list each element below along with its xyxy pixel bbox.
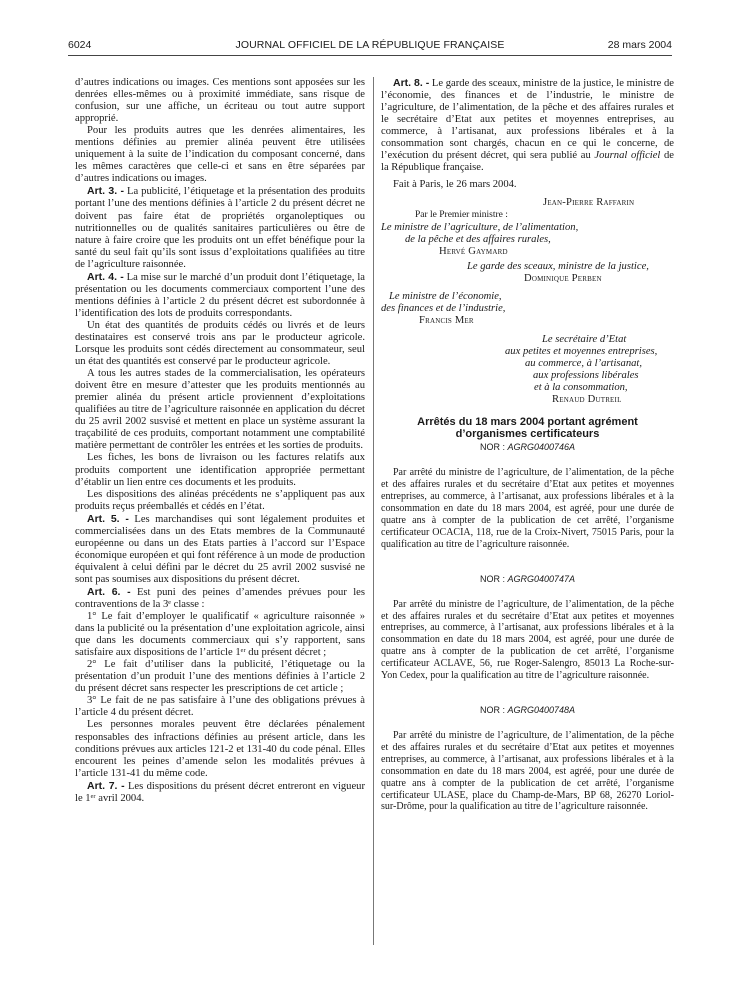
nor-code: AGRG0400748A: [507, 704, 576, 715]
article-4: [75, 271, 365, 320]
article-text: Est puni des peines d’amendes prévues pour les contraventions de la 3ᵉ classe :: [75, 586, 366, 611]
article-text: Le garde des sceaux, ministre de la justice, le ministre de l’économie, des finances et de l’industrie, le ministre de l’agriculture, de l’alimentation, de la pêche et des affaires rurales et le secrétaire d’Etat aux petites et moyennes entreprises, au commerce, à l’artisanat, aux professions libérales et à la consommation sont chargés, chacun en ce qui le concerne, de l’exécution du présent décret, qui sera publié au: [381, 78, 675, 162]
journal-name: Journal officiel: [594, 150, 661, 162]
article-7: [75, 780, 365, 805]
nor-label: NOR :: [479, 573, 505, 584]
nor-label: NOR :: [479, 704, 505, 715]
signatory-name: Dominique Perben: [524, 272, 602, 284]
paragraph: A tous les autres stades de la commercialisation, les opérateurs doivent être en mesure d’attester que les produits mentionnés au premier alinéa du présent article proviennent d’exploitations qualifiées au titre de l’agriculture raisonnée en application du décret du 25 avril 2002 susvisé et mettent en place un système assurant la traçabilité de ces produits, comportant notamment une comptabilité matière permettant de contrôler les entrées et les sorties de produits.: [75, 368, 365, 452]
article-8: [381, 77, 674, 174]
paragraph: Les fiches, les bons de livraison ou les factures relatifs aux produits comportent une identification appropriée permettant d’établir un lien entre ces documents et les produits.: [75, 452, 365, 488]
section-title: Arrêtés du 18 mars 2004 portant agrément d’organismes certificateurs: [417, 416, 638, 441]
nor-code: AGRG0400747A: [507, 573, 576, 584]
nor-reference: [381, 704, 674, 716]
list-item: 2° Le fait d’utiliser dans la publicité, l’étiquetage ou la présentation d’un produit l’une des mentions définies à l’article 2 du présent décret sans respecter les prescriptions de cet article ;: [75, 659, 365, 695]
signature-intro: Par le Premier ministre :: [415, 210, 508, 221]
article-5: [75, 513, 365, 586]
article-3: [75, 185, 365, 270]
page-header: [68, 39, 672, 53]
left-column: [75, 77, 365, 805]
signatory-name: Jean-Pierre Raffarin: [543, 197, 635, 209]
column-divider: [373, 77, 374, 945]
article-label: Art. 7. -: [87, 779, 125, 792]
article-label: Art. 8. -: [393, 77, 430, 89]
signatory-title: Le ministre de l’économie,: [389, 290, 502, 302]
paragraph: Les personnes morales peuvent être déclarées pénalement responsables des infractions définies au présent article, dans les conditions prévues aux articles 121-2 et 131-40 du code pénal. Elles encourent les peines d’amende selon les modalités prévues à l’article 131-41 du même code.: [75, 719, 365, 779]
nor-label: NOR :: [479, 442, 505, 453]
signatory-name: Hervé Gaymard: [439, 245, 508, 257]
arrete-paragraph: Par arrêté du ministre de l’agriculture, de l’alimentation, de la pêche et des affaires rurales et du secrétaire d’Etat aux petites et moyennes entreprises, au commerce, à l’artisanat, aux professions libérales et à la consommation en date du 18 mars 2004, est agréé, pour une durée de quatre ans à compter de la publication de cet arrêté, l’organisme certificateur ULASE, place du Champ-de-Mars, BP 68, 26270 Loriol-sur-Drôme, pour la qualification au titre de l’agriculture raisonnée.: [381, 730, 674, 813]
article-text-end: de la République française.: [381, 150, 674, 174]
nor-reference: [381, 441, 674, 453]
paragraph: Un état des quantités de produits cédés ou livrés et de leurs destinataires est conservé trois ans par le producteur agricole. Lorsque les produits sont cédés directement au consommateur, seul un état des quantités est conservé par le producteur agricole.: [75, 319, 365, 368]
signatory-title: aux petites et moyennes entreprises,: [505, 345, 658, 357]
issue-date: 28 mars 2004: [607, 39, 672, 51]
article-label: Art. 4. -: [87, 270, 124, 283]
signatory-title: au commerce, à l’artisanat,: [525, 357, 643, 369]
list-item: 1° Le fait d’employer le qualificatif « agriculture raisonnée » dans la publicité ou la présentation d’une exploitation agricole, ainsi que dans les documents commerciaux qui s’y rapportent, sans satisfaire aux dispositions de l’article 1ᵉʳ du présent décret ;: [75, 611, 365, 659]
article-label: Art. 6. -: [87, 585, 131, 598]
nor-reference: [381, 573, 674, 585]
article-label: Art. 5. -: [87, 512, 129, 525]
article-text: Les dispositions du présent décret entreront en vigueur le 1ᵉʳ avril 2004.: [75, 780, 366, 804]
arrete-paragraph: Par arrêté du ministre de l’agriculture, de l’alimentation, de la pêche et des affaires rurales et du secrétaire d’Etat aux petites et moyennes entreprises, au commerce, à l’artisanat, aux professions libérales et à la consommation en date du 18 mars 2004, est agréé, pour une durée de quatre ans à compter de la publication de cet arrêté, l’organisme certificateur ACLAVE, 56, rue Roger-Salengro, 85013 La Roche-sur-Yon Cedex, pour la qualification au titre de l’agriculture raisonnée.: [381, 598, 674, 682]
signatory-title: et à la consommation,: [534, 382, 628, 394]
signature-date: Fait à Paris, le 26 mars 2004.: [393, 179, 517, 191]
signatory-title: Le secrétaire d’Etat: [542, 333, 627, 345]
right-column: [381, 77, 674, 813]
article-text: La mise sur le marché d’un produit dont l’étiquetage, la présentation ou les documents commerciaux comportent l’une des mentions définies à l’article 2 du présent décret est subordonnée à l’identification des lots de produits correspondants.: [75, 271, 366, 319]
signatory-title: Le ministre de l’agriculture, de l’alimentation,: [381, 221, 579, 233]
article-text: La publicité, l’étiquetage et la présentation des produits portant l’une des mentions définies à l’article 2 du présent décret ne doivent pas faire état de propriétés organoleptiques ou nutritionnelles ou de qualités sanitaires particulières ou être de nature à faire croire que les produits ont un effet bénéfique pour la santé du seul fait qu’ils sont issus d’exploitations qualifiées au titre de l’agriculture raisonnée.: [75, 186, 365, 270]
arrete-paragraph: Par arrêté du ministre de l’agriculture, de l’alimentation, de la pêche et des affaires rurales et du secrétaire d’Etat aux petites et moyennes entreprises, au commerce, à l’artisanat, aux professions libérales et à la consommation en date du 18 mars 2004, est agréé, pour une durée de quatre ans à compter de la publication de cet arrêté, l’organisme certificateur OCACIA, 118, rue de la Croix-Nivert, 75015 Paris, pour la qualification au titre de l’agriculture raisonnée.: [381, 467, 674, 550]
signatory-name: Francis Mer: [419, 314, 474, 326]
nor-code: AGRG0400746A: [507, 442, 576, 453]
header-rule: [68, 55, 672, 56]
signatory-title: des finances et de l’industrie,: [381, 302, 506, 314]
article-label: Art. 3. -: [87, 185, 124, 198]
paragraph: Pour les produits autres que les denrées alimentaires, les mentions définies au premier alinéa peuvent être utilisées uniquement à la suite de l’indication du composant concerné, dans les mêmes caractères que celle-ci et sans en être séparées par d’autres indications ou images.: [75, 125, 365, 185]
page-number: 6024: [68, 39, 92, 51]
signatory-title: Le garde des sceaux, ministre de la justice,: [467, 260, 649, 272]
paragraph: d’autres indications ou images. Ces mentions sont apposées sur les denrées elles-mêmes ou à proximité immédiate, sans risque de confusion, sur une affiche, un écriteau ou tout autre support approprié.: [75, 77, 365, 125]
article-text: Les marchandises qui sont légalement produites et commercialisées dans un des Etats membres de la Communauté européenne ou dans un des Etats parties à l’accord sur l’Espace économique européen et qui font référence à un mode de production équivalent à celui défini par le décret du 25 avril 2002 susvisé ne sont pas soumises aux dispositions du présent décret.: [75, 513, 365, 585]
journal-title: JOURNAL OFFICIEL DE LA RÉPUBLIQUE FRANÇAISE: [235, 39, 505, 51]
article-6: [75, 586, 365, 611]
signatory-title: aux professions libérales: [533, 370, 639, 382]
list-item: 3° Le fait de ne pas satisfaire à l’une des obligations prévues à l’article 4 du présent décret.: [75, 695, 365, 719]
paragraph: Les dispositions des alinéas précédents ne s’appliquent pas aux produits reçus préemballés et cédés en l’état.: [75, 488, 365, 512]
signatory-name: Renaud Dutreil: [552, 394, 622, 406]
signatory-title: de la pêche et des affaires rurales,: [405, 233, 551, 245]
